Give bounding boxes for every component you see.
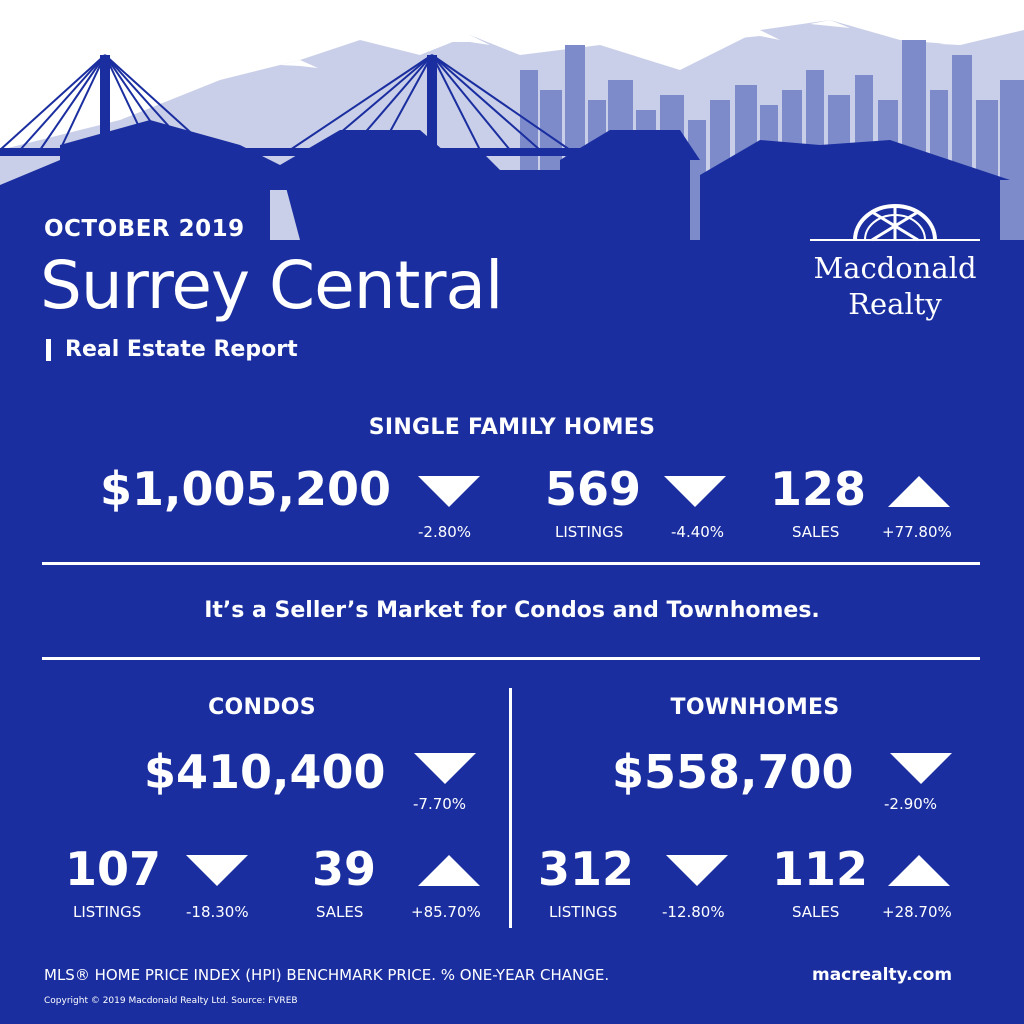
copyright: Copyright © 2019 Macdonald Realty Ltd. Source: FVREB: [44, 996, 298, 1006]
townhomes-price-down-icon: [890, 753, 952, 784]
condos-price: $410,400: [144, 745, 386, 799]
single-family-listings-label: LISTINGS: [555, 523, 624, 541]
subtitle-bar: [46, 339, 51, 361]
condos-listings-down-icon: [186, 855, 248, 886]
footer-note: MLS® HOME PRICE INDEX (HPI) BENCHMARK PRICE. % ONE-YEAR CHANGE.: [44, 966, 610, 984]
website-link[interactable]: macrealty.com: [812, 965, 953, 985]
townhomes-listings-down-icon: [666, 855, 728, 886]
condos-sales-up-icon: [418, 855, 480, 886]
single-family-sales: 128: [770, 462, 867, 516]
brand-logo: [800, 200, 990, 335]
report-date: OCTOBER 2019: [44, 216, 245, 242]
compass-arch-icon: [800, 200, 990, 250]
townhomes-price-change: -2.90%: [884, 795, 938, 813]
condos-sales-label: SALES: [316, 903, 364, 921]
brand-line-2: Realty: [848, 287, 942, 321]
single-family-price-down-icon: [418, 476, 480, 507]
condos-title: CONDOS: [208, 695, 316, 720]
brand-name: [800, 250, 990, 322]
brand-line-1: Macdonald: [813, 251, 977, 285]
townhomes-listings-label: LISTINGS: [549, 903, 618, 921]
single-family-sales-up-icon: [888, 476, 950, 507]
townhomes-listings-change: -12.80%: [662, 903, 725, 921]
divider-vertical: [509, 688, 512, 928]
divider-top: [42, 562, 980, 565]
condos-sales: 39: [312, 842, 377, 896]
townhomes-price: $558,700: [612, 745, 854, 799]
townhomes-listings: 312: [538, 842, 635, 896]
townhomes-title: TOWNHOMES: [670, 695, 840, 720]
condos-listings-change: -18.30%: [186, 903, 249, 921]
single-family-sales-label: SALES: [792, 523, 840, 541]
subtitle-text: Real Estate Report: [65, 337, 298, 362]
single-family-listings: 569: [545, 462, 642, 516]
townhomes-sales-up-icon: [888, 855, 950, 886]
townhomes-sales-label: SALES: [792, 903, 840, 921]
condos-sales-change: +85.70%: [411, 903, 481, 921]
page-title: Surrey Central: [40, 247, 503, 324]
divider-middle: [42, 657, 980, 660]
townhomes-sales-change: +28.70%: [882, 903, 952, 921]
market-message: It’s a Seller’s Market for Condos and Townhomes.: [204, 598, 820, 623]
condos-listings: 107: [65, 842, 162, 896]
condos-listings-label: LISTINGS: [73, 903, 142, 921]
single-family-listings-down-icon: [664, 476, 726, 507]
single-family-price-change: -2.80%: [418, 523, 472, 541]
single-family-title: SINGLE FAMILY HOMES: [368, 415, 656, 440]
condos-price-down-icon: [414, 753, 476, 784]
townhomes-sales: 112: [772, 842, 869, 896]
report-subtitle: [46, 337, 298, 362]
single-family-listings-change: -4.40%: [671, 523, 725, 541]
single-family-sales-change: +77.80%: [882, 523, 952, 541]
single-family-price: $1,005,200: [100, 462, 392, 516]
condos-price-change: -7.70%: [413, 795, 467, 813]
